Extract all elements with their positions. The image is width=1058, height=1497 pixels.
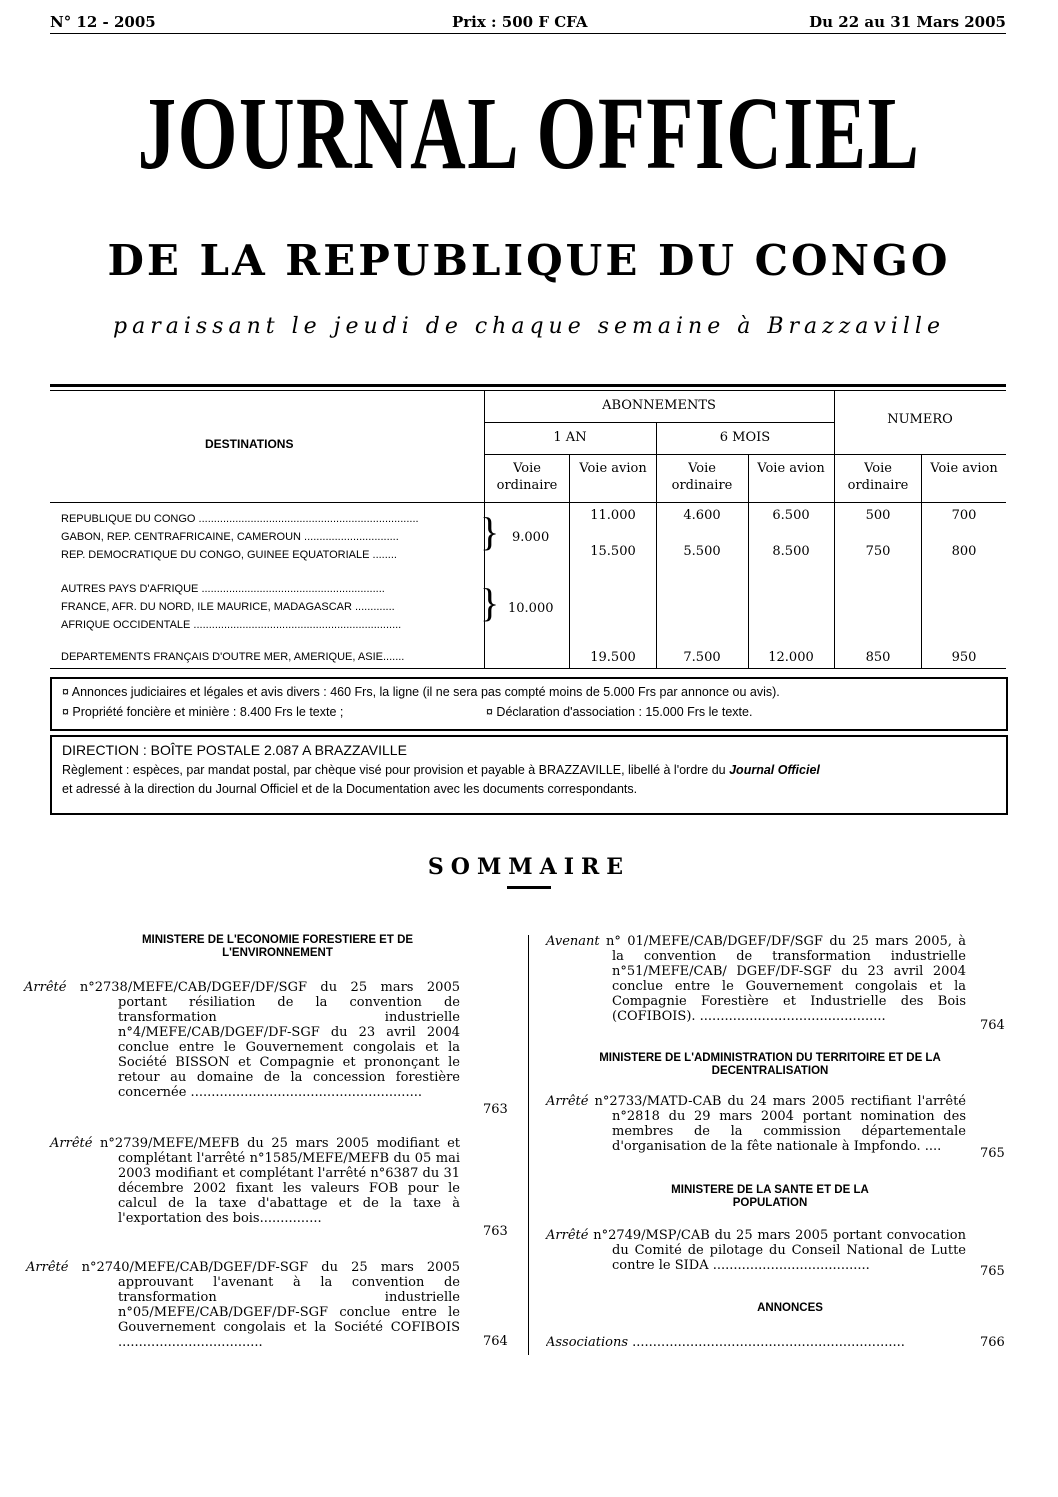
dest-line: AFRIQUE OCCIDENTALE .................................................................... (61, 619, 402, 631)
direction-title: DIRECTION : BOÎTE POSTALE 2.087 A BRAZZAVILLE (62, 742, 407, 758)
page-number: 764 (980, 1018, 1005, 1033)
destinations-header: DESTINATIONS (205, 437, 294, 451)
cell-value: 11.000 (590, 508, 636, 523)
ministry-heading: MINISTERE DE L'ADMINISTRATION DU TERRITOIRE ET DE LA DECENTRALISATION (599, 1052, 941, 1077)
journal-title: JOURNAL OFFICIEL (137, 76, 921, 191)
ministry-heading: MINISTERE DE LA SANTE ET DE LA POPULATION (671, 1184, 869, 1209)
journal-name: Journal Officiel (729, 763, 820, 777)
abonnements-header: ABONNEMENTS (602, 398, 716, 413)
entry-text: n°2738/MEFE/CAB/DGEF/DF/SGF du 25 mars 2005 portant résiliation de la convention de transformation industrielle n°4/MEFE/CAB/DGEF/DF-SGF du 23 avril 2004 conclue entre le Gouvernement congolais et la Société BISSON et Compagnie et prononçant le retour au domaine de la concession forestière concernée ........................................................ (66, 980, 460, 1100)
toc-entry (24, 980, 460, 1118)
brace: } (480, 509, 500, 554)
vrule (748, 454, 749, 669)
vrule (569, 454, 570, 669)
cell-value: 500 (865, 508, 891, 523)
sommaire-rule (507, 886, 551, 889)
cell-value: 950 (951, 650, 977, 665)
group1-an-ordinaire: 9.000 (512, 530, 550, 545)
table-header-rule (50, 502, 1006, 503)
column-divider (528, 935, 529, 1355)
issue-number: N° 12 - 2005 (50, 13, 156, 31)
group2-an-ordinaire: 10.000 (508, 601, 554, 616)
toc-entry (546, 1228, 966, 1282)
dest-line: GABON, REP. CENTRAFRICAINE, CAMEROUN ............................... (61, 531, 399, 543)
entry-ref: Arrêté (24, 980, 67, 995)
row3-destination: DEPARTEMENTS FRANÇAIS D'OUTRE MER, AMERIQUE, ASIE....... (61, 651, 405, 663)
cell-value: 800 (951, 544, 977, 559)
un-an-header: 1 AN (553, 430, 587, 445)
entry-text: .................................................................. (628, 1335, 905, 1350)
numero-header: NUMERO (887, 412, 953, 427)
col-un-an-ordinaire: Voie ordinaire (496, 461, 558, 493)
notice-propriete: ¤ Propriété foncière et minière : 8.400 Frs le texte ; (62, 705, 344, 719)
notice-declaration: ¤ Déclaration d'association : 15.000 Frs le texte. (486, 705, 753, 719)
cell-value: 4.600 (683, 508, 721, 523)
vrule (834, 390, 835, 669)
entry-text: n°2749/MSP/CAB du 25 mars 2005 portant convocation du Comité de pilotage du Conseil National de Lutte contre le SIDA ...................................... (588, 1228, 966, 1273)
page-number: 763 (483, 1224, 508, 1239)
group1-destinations (61, 510, 481, 564)
cell-value: 7.500 (683, 650, 721, 665)
ministry-heading: MINISTERE DE L'ECONOMIE FORESTIERE ET DE L'ENVIRONNEMENT (141, 934, 414, 959)
dest-line: REP. DEMOCRATIQUE DU CONGO, GUINEE EQUATORIALE ........ (61, 549, 397, 561)
entry-text: n°2739/MEFE/MEFB du 25 mars 2005 modifiant et complétant l'arrêté n°1585/MEFE/MEFB du 05 mai 2003 modifiant et complétant l'arrêté n°6387 du 31 décembre 2002 fixant les valeurs FOB pour le calcul de la taxe d'abattage et de la taxe à l'exportation des bois............... (92, 1136, 460, 1226)
entry-ref: Arrêté (50, 1136, 93, 1151)
cell-value: 700 (951, 508, 977, 523)
entry-text: n° 01/MEFE/CAB/DGEF/DF/SGF du 25 mars 2005, à la convention de transformation industrielle n°51/MEFE/CAB/ DGEF/DF-SGF du 23 avril 2004 conclue entre le Gouvernement congolais et la Compagnie Forestière et Industrielle des Bois (COFIBOIS). ............................................. (599, 934, 966, 1024)
cell-value: 5.500 (683, 544, 721, 559)
col-six-mois-ordinaire: Voie ordinaire (671, 461, 733, 493)
vrule (921, 454, 922, 669)
entry-ref: Arrêté (546, 1228, 589, 1243)
entry-ref: Arrêté (546, 1094, 589, 1109)
hrule (484, 454, 1006, 455)
dest-line: FRANCE, AFR. DU NORD, ILE MAURICE, MADAGASCAR ............. (61, 601, 395, 613)
page-number: 765 (980, 1146, 1005, 1161)
header-rule (50, 33, 1006, 34)
toc-entry (26, 1260, 460, 1350)
toc-entry (50, 1136, 460, 1226)
cell-value: 8.500 (772, 544, 810, 559)
journal-subtitle: DE LA REPUBLIQUE DU CONGO (107, 236, 951, 285)
entry-ref: Avenant (546, 934, 600, 949)
direction-box (50, 735, 1008, 815)
direction-line1 (62, 763, 820, 777)
toc-entry (546, 1094, 966, 1164)
entry-text: n°2740/MEFE/CAB/DGEF/DF-SGF du 25 mars 2005 approuvant l'avenant à la convention de transformation industrielle n°05/MEFE/CAB/DGEF/DF-SGF conclue entre le Gouvernement congolais et la Société COFIBOIS ................................... (68, 1260, 460, 1350)
dest-line: REPUBLIQUE DU CONGO ........................................................................ (61, 513, 419, 525)
direction-line2: et adressé à la direction du Journal Officiel et de la Documentation avec les documents correspondants. (62, 782, 638, 796)
direction-text: Règlement : espèces, par mandat postal, par chèque visé pour provision et payable à BRAZZAVILLE, libellé à l'ordre du (62, 763, 730, 777)
table-top-rule (50, 384, 1006, 387)
col-numero-avion: Voie avion (930, 461, 998, 476)
cell-value: 850 (865, 650, 891, 665)
table-bottom-rule (50, 668, 1006, 669)
six-mois-header: 6 MOIS (719, 430, 771, 445)
issue-price: Prix : 500 F CFA (452, 13, 588, 31)
cell-value: 6.500 (772, 508, 810, 523)
brace: } (480, 580, 500, 625)
group2-destinations (61, 580, 481, 634)
col-numero-ordinaire: Voie ordinaire (847, 461, 909, 493)
toc-entry (546, 1335, 966, 1350)
cell-value: 12.000 (768, 650, 814, 665)
hrule (484, 422, 834, 423)
notices-box (50, 677, 1008, 731)
notice-annonces: ¤ Annonces judiciaires et légales et avis divers : 460 Frs, la ligne (il ne sera pas compté moins de 5.000 Frs par annonce ou avis). (62, 685, 780, 699)
toc-entry (546, 934, 966, 1034)
page-number: 765 (980, 1264, 1005, 1279)
col-six-mois-avion: Voie avion (757, 461, 825, 476)
table-top-rule-2 (50, 390, 1006, 391)
entry-ref: Associations (546, 1335, 628, 1350)
page-number: 764 (483, 1334, 508, 1349)
page-number: 766 (980, 1335, 1005, 1350)
page-number: 763 (483, 1102, 508, 1117)
entry-text: n°2733/MATD-CAB du 24 mars 2005 rectifiant l'arrêté n°2818 du 29 mars 2004 portant nomination des membres de la commission départementale d'organisation de la fête nationale à Impfondo. .... (588, 1094, 966, 1154)
cell-value: 19.500 (590, 650, 636, 665)
cell-value: 15.500 (590, 544, 636, 559)
annonces-heading: ANNONCES (757, 1302, 823, 1314)
journal-tagline: paraissant le jeudi de chaque semaine à Brazzaville (113, 314, 945, 339)
dest-line: AUTRES PAYS D'AFRIQUE ............................................................ (61, 583, 385, 595)
vrule (656, 422, 657, 669)
entry-ref: Arrêté (26, 1260, 69, 1275)
sommaire-title: SOMMAIRE (427, 854, 631, 880)
issue-dates: Du 22 au 31 Mars 2005 (809, 13, 1006, 31)
cell-value: 750 (865, 544, 891, 559)
col-un-an-avion: Voie avion (579, 461, 647, 476)
